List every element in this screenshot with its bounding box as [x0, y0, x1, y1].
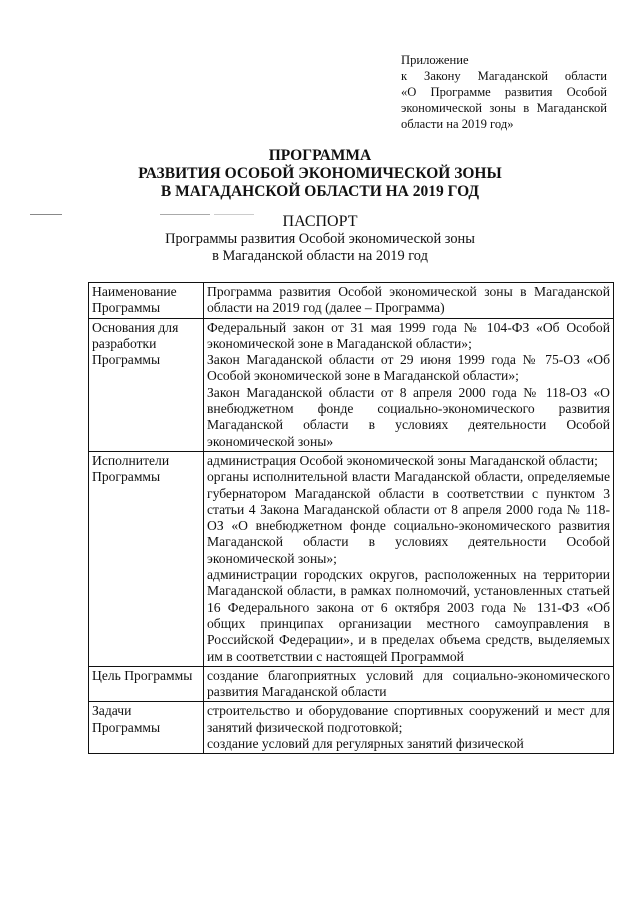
passport-subtitle: Программы развития Особой экономической зоны [165, 231, 475, 247]
row-value [204, 318, 614, 451]
appendix-line: Приложение [401, 53, 469, 67]
passport-table [88, 282, 614, 754]
row-value [204, 702, 614, 754]
value-paragraph: администрация Особой экономической зоны Магаданской области; [207, 452, 598, 468]
table-row [89, 666, 614, 702]
value-paragraph: Федеральный закон от 31 мая 1999 года № 104-ФЗ «Об Особой экономической зоне в Магаданской области»; [207, 319, 610, 351]
row-label: Цель Программы [89, 666, 204, 702]
title-line: ПРОГРАММА [268, 147, 372, 164]
appendix-line: области на 2019 год» [401, 117, 514, 131]
row-label: Основания для разработки Программы [89, 318, 204, 451]
value-paragraph: органы исполнительной власти Магаданской области, определяемые губернатором Магаданской области в соответствии с пунктом 3 статьи 4 Закона Магаданской области от 8 апреля 2000 года № 118-ОЗ «О внебюджетном фонде социально-экономического развития Магаданской области в условиях деятельности Особой экономической зоны»; [207, 469, 610, 566]
row-label: Задачи Программы [89, 702, 204, 754]
appendix-line: к Закону Магаданской области [401, 69, 607, 83]
value-paragraph: администрации городских округов, расположенных на территории Магаданской области, в рамках полномочий, установленных статьей 16 Федерального закона от 6 октября 2003 года № 131-ФЗ «Об общих принципах организации местного самоуправления в Российской Федерации», и в пределах объема средств, выделяемых им в соответствии с настоящей Программой [207, 567, 610, 664]
row-value [204, 283, 614, 319]
table-row [89, 318, 614, 451]
value-paragraph: Программа развития Особой экономической зоны в Магаданской области на 2019 год (далее – Программа) [207, 284, 610, 316]
row-value [204, 666, 614, 702]
appendix-note [401, 52, 607, 132]
table-row [89, 702, 614, 754]
table-row [89, 451, 614, 666]
value-paragraph: создание благоприятных условий для социально-экономического развития Магаданской области [207, 667, 610, 700]
row-label: Наименование Программы [89, 283, 204, 319]
value-paragraph: Закон Магаданской области от 29 июня 1999 года № 75-ОЗ «Об Особой экономической зоне в Магаданской области»; [207, 352, 610, 384]
title-line: РАЗВИТИЯ ОСОБОЙ ЭКОНОМИЧЕСКОЙ ЗОНЫ [138, 165, 502, 182]
value-paragraph: Закон Магаданской области от 8 апреля 2000 года № 118-ОЗ «О внебюджетном фонде социально-экономического развития Магаданской области в условиях деятельности Особой экономической зоны» [207, 384, 610, 449]
passport-heading [0, 212, 640, 265]
table-row [89, 283, 614, 319]
passport-title: ПАСПОРТ [282, 213, 358, 230]
value-paragraph: строительство и оборудование спортивных сооружений и мест для занятий физической подготовкой; [207, 703, 610, 735]
value-paragraph: создание условий для регулярных занятий физической [207, 736, 524, 752]
document-title [0, 147, 640, 201]
title-line: В МАГАДАНСКОЙ ОБЛАСТИ НА 2019 ГОД [160, 183, 480, 200]
row-label: Исполнители Программы [89, 451, 204, 666]
appendix-line: «О Программе развития Особой [401, 85, 607, 99]
passport-subtitle: в Магаданской области на 2019 год [212, 248, 428, 264]
row-value [204, 451, 614, 666]
appendix-line: экономической зоны в Магаданской [401, 101, 607, 115]
